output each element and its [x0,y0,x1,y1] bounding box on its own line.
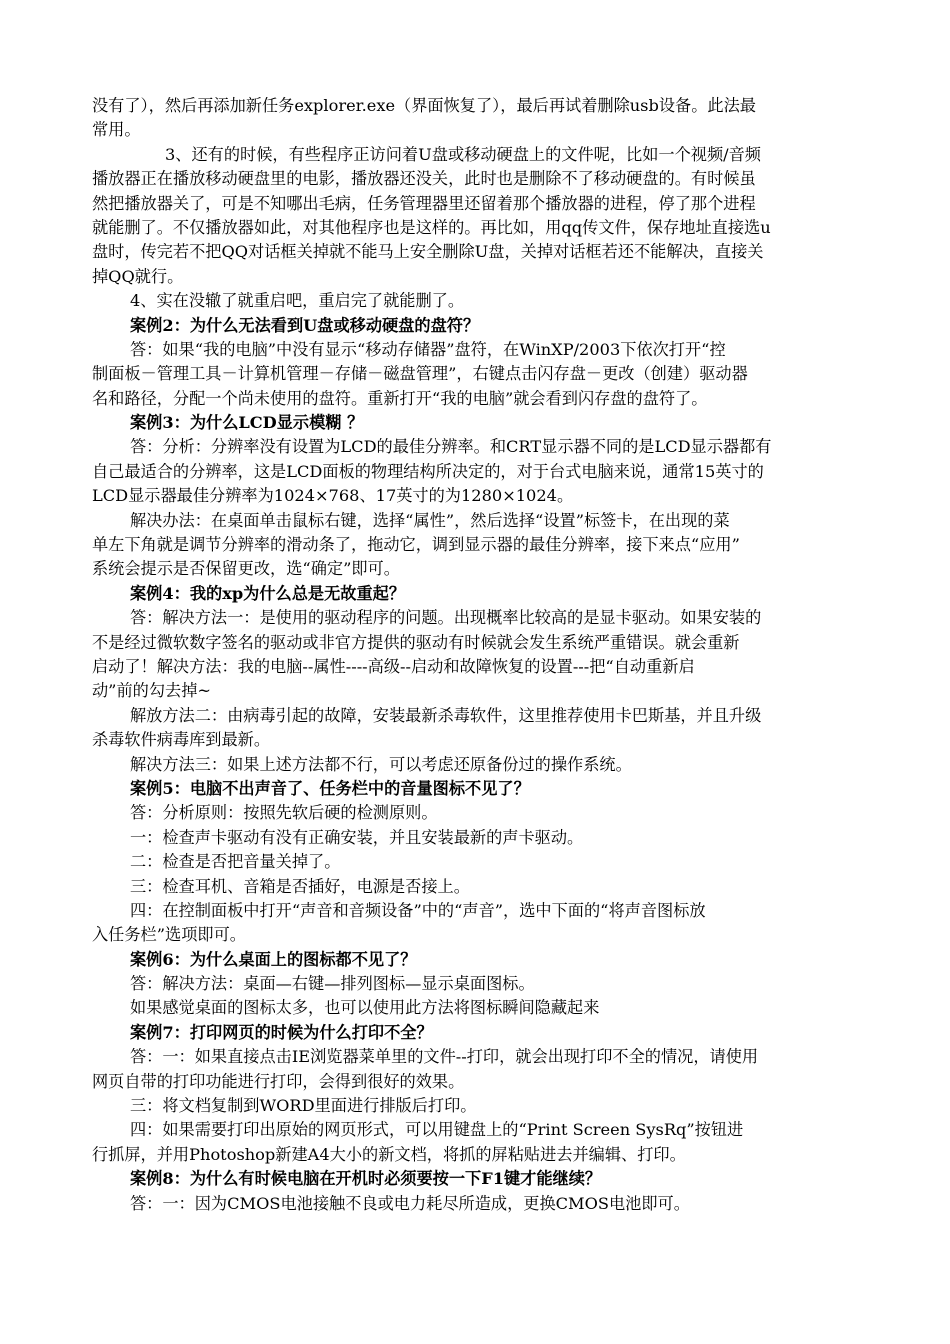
text-line: 网页自带的打印功能进行打印，会得到很好的效果。 [92,1071,465,1091]
text-line: 启动了！解决方法：我的电脑--属性----高级--启动和故障恢复的设置---把“自动重新启 [92,656,695,676]
text-line: 制面板－管理工具－计算机管理－存储－磁盘管理”，右键点击闪存盘－更改（创建）驱动器 [92,364,748,384]
document-page [92,94,864,1216]
text-line: 4、实在没辙了就重启吧，重启完了就能删了。 [130,291,465,311]
text-line: 自己最适合的分辨率，这是LCD面板的物理结构所决定的，对于台式电脑来说，通常15英寸的 [92,461,764,481]
text-line: LCD显示器最佳分辨率为1024×768、17英寸的为1280×1024。 [92,486,574,506]
section-heading: 案例7：打印网页的时候为什么打印不全？ [130,1022,433,1042]
text-line: 四：如果需要打印出原始的网页形式，可以用键盘上的“Print Screen SysRq”按钮进 [130,1120,744,1140]
text-line: 三：检查耳机、音箱是否插好，电源是否接上。 [130,876,470,896]
text-line: 就能删了。不仅播放器如此，对其他程序也是这样的。再比如，用qq传文件，保存地址直接选u [92,217,771,237]
text-line: 系统会提示是否保留更改，选“确定”即可。 [92,559,400,579]
section-heading: 案例3：为什么LCD显示模糊 ？ [130,413,364,433]
text-line: 答：分析：分辨率没有设置为LCD的最佳分辨率。和CRT显示器不同的是LCD显示器都有 [130,437,772,457]
text-line: 解决方法三：如果上述方法都不行，可以考虑还原备份过的操作系统。 [130,754,632,774]
text-line: 不是经过微软数字签名的驱动或非官方提供的驱动有时候就会发生系统严重错误。就会重新 [92,632,740,652]
text-line: 四：在控制面板中打开“声音和音频设备”中的“声音”，选中下面的“将声音图标放 [130,900,706,920]
text-line: 杀毒软件病毒库到最新。 [92,730,271,750]
text-line: 常用。 [92,120,141,140]
text-line: 三：将文档复制到WORD里面进行排版后打印。 [130,1096,477,1116]
text-line: 答：如果“我的电脑”中没有显示“移动存储器”盘符，在WinXP/2003下依次打开“控 [130,339,726,359]
text-line: 播放器正在播放移动硬盘里的电影，播放器还没关，此时也是删除不了移动硬盘的。有时候虽 [92,169,756,189]
text-line: 答：分析原则：按照先软后硬的检测原则。 [130,803,438,823]
text-line: 答：解决方法一：是使用的驱动程序的问题。出现概率比较高的是显卡驱动。如果安装的 [130,608,762,628]
text-line: 3、还有的时候，有些程序正访问着U盘或移动硬盘上的文件呢，比如一个视频/音频 [165,144,761,164]
text-line: 行抓屏，并用Photoshop新建A4大小的新文档，将抓的屏粘贴进去并编辑、打印。 [92,1144,686,1164]
text-line: 一：检查声卡驱动有没有正确安装，并且安装最新的声卡驱动。 [130,827,584,847]
text-line: 答：一：如果直接点击IE浏览器菜单里的文件--打印，就会出现打印不全的情况，请使用 [130,1047,759,1067]
text-line: 入任务栏”选项即可。 [92,925,246,945]
text-line: 二：检查是否把音量关掉了。 [130,852,341,872]
text-line: 如果感觉桌面的图标太多，也可以使用此方法将图标瞬间隐藏起来 [130,998,600,1018]
section-heading: 案例8：为什么有时候电脑在开机时必须要按一下F1键才能继续？ [130,1169,602,1189]
text-line: 解放方法二：由病毒引起的故障，安装最新杀毒软件，这里推荐使用卡巴斯基，并且升级 [130,705,762,725]
text-line: 动”前的勾去掉~ [92,681,211,701]
text-line: 答：解决方法：桌面—右键—排列图标—显示桌面图标。 [130,974,535,994]
text-line: 解决办法：在桌面单击鼠标右键，选择“属性”，然后选择“设置”标签卡，在出现的菜 [130,510,730,530]
text-line: 盘时，传完若不把QQ对话框关掉就不能马上安全删除U盘，关掉对话框若还不能解决，直接关 [92,242,764,262]
text-line: 然把播放器关了，可是不知哪出毛病，任务管理器里还留着那个播放器的进程，停了那个进程 [92,193,756,213]
text-line: 没有了），然后再添加新任务explorer.exe（界面恢复了），最后再试着删除usb设备。此法最 [92,96,756,115]
section-heading: 案例6：为什么桌面上的图标都不见了？ [130,949,417,969]
section-heading: 案例4：我的xp为什么总是无故重起？ [130,583,406,603]
text-line: 单左下角就是调节分辨率的滑动条了，拖动它，调到显示器的最佳分辨率，接下来点“应用” [92,535,740,555]
section-heading: 案例5：电脑不出声音了、任务栏中的音量图标不见了？ [130,778,530,798]
section-heading: 案例2：为什么无法看到U盘或移动硬盘的盘符？ [130,315,480,335]
text-line: 名和路径，分配一个尚未使用的盘符。重新打开“我的电脑”就会看到闪存盘的盘符了。 [92,388,708,408]
text-line: 答：一：因为CMOS电池接触不良或电力耗尽所造成，更换CMOS电池即可。 [130,1193,690,1213]
text-line: 掉QQ就行。 [92,266,184,286]
